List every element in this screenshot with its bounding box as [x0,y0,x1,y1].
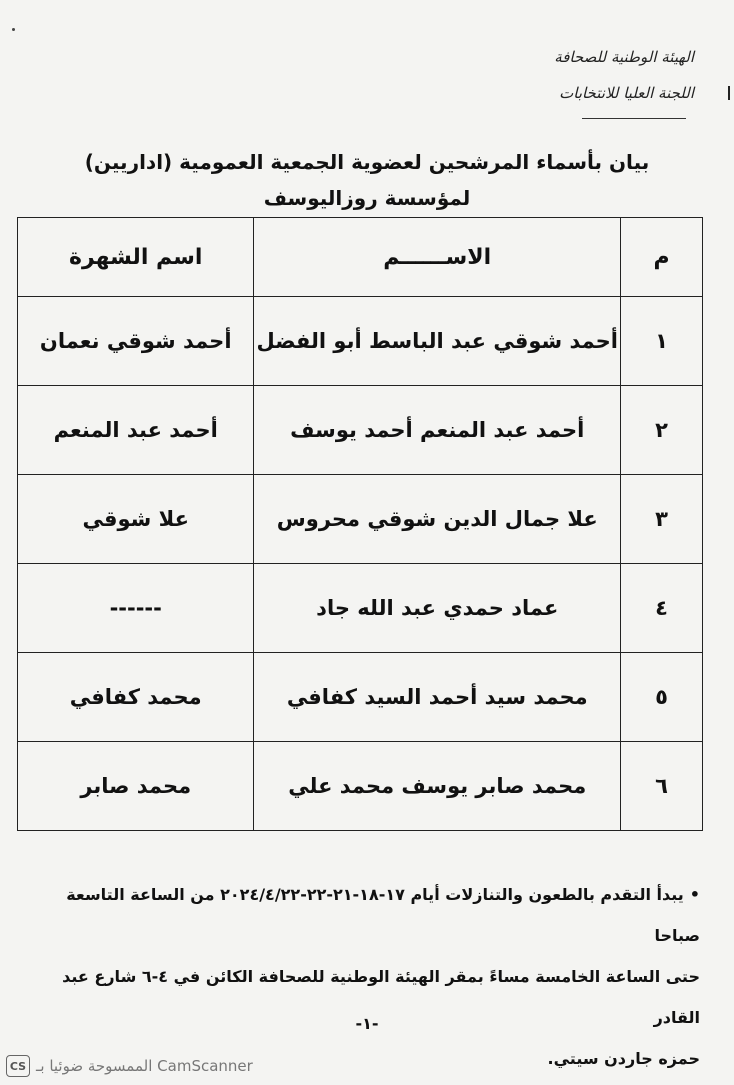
header-underline [582,118,686,119]
row-name: علا جمال الدين شوقي محروس [254,475,621,564]
table-row [18,564,703,653]
header-known-as: اسم الشهرة [18,218,254,297]
row-name: محمد سيد أحمد السيد كفافي [254,653,621,742]
header-name: الاســــــم [254,218,621,297]
candidates-table [17,217,703,831]
table-row [18,297,703,386]
row-number: ٥ [621,653,703,742]
scan-speck [12,28,15,31]
notes-line1 [28,874,700,956]
org-name-line1: الهيئة الوطنية للصحافة [554,48,694,66]
row-known-as: أحمد عبد المنعم [18,386,254,475]
row-known-as: علا شوقي [18,475,254,564]
bullet-icon: • [689,885,700,904]
notes-paragraph [28,874,700,1079]
row-number: ١ [621,297,703,386]
row-known-as: أحمد شوقي نعمان [18,297,254,386]
row-number: ٣ [621,475,703,564]
row-number: ٦ [621,742,703,831]
row-name: أحمد شوقي عبد الباسط أبو الفضل [254,297,621,386]
table-row [18,475,703,564]
row-name: عماد حمدي عبد الله جاد [254,564,621,653]
table-row [18,653,703,742]
table-header-row [18,218,703,297]
row-known-as: محمد كفافي [18,653,254,742]
row-known-as: محمد صابر [18,742,254,831]
header-number: م [621,218,703,297]
notes-line2: حتى الساعة الخامسة مساءً بمقر الهيئة الوطنية للصحافة الكائن في ٤-٦ شارع عبد القادر [62,967,700,1027]
row-number: ٤ [621,564,703,653]
row-name: محمد صابر يوسف محمد علي [254,742,621,831]
scanner-watermark [6,1055,253,1077]
table-row [18,742,703,831]
notes-line1-text: يبدأ التقدم بالطعون والتنازلات أيام ١٧-١٨-٢١-٢٢-٢٠٢٤/٤/٢٢ من الساعة التاسعة صباحا [66,885,700,945]
margin-mark [728,86,730,100]
row-name: أحمد عبد المنعم أحمد يوسف [254,386,621,475]
page-number: -١- [355,1014,379,1033]
document-title: بيان بأسماء المرشحين لعضوية الجمعية العمومية (اداريين) [84,150,650,174]
row-known-as: ------ [18,564,254,653]
notes-line3: حمزه جاردن سيتي. [547,1049,700,1068]
row-number: ٢ [621,386,703,475]
document-subtitle: لمؤسسة روزاليوسف [263,186,471,210]
org-name-line2: اللجنة العليا للانتخابات [559,84,694,102]
scanner-label: CamScanner الممسوحة ضوئيا بـ [36,1057,253,1075]
table-row [18,386,703,475]
camscanner-logo-icon: CS [6,1055,30,1077]
